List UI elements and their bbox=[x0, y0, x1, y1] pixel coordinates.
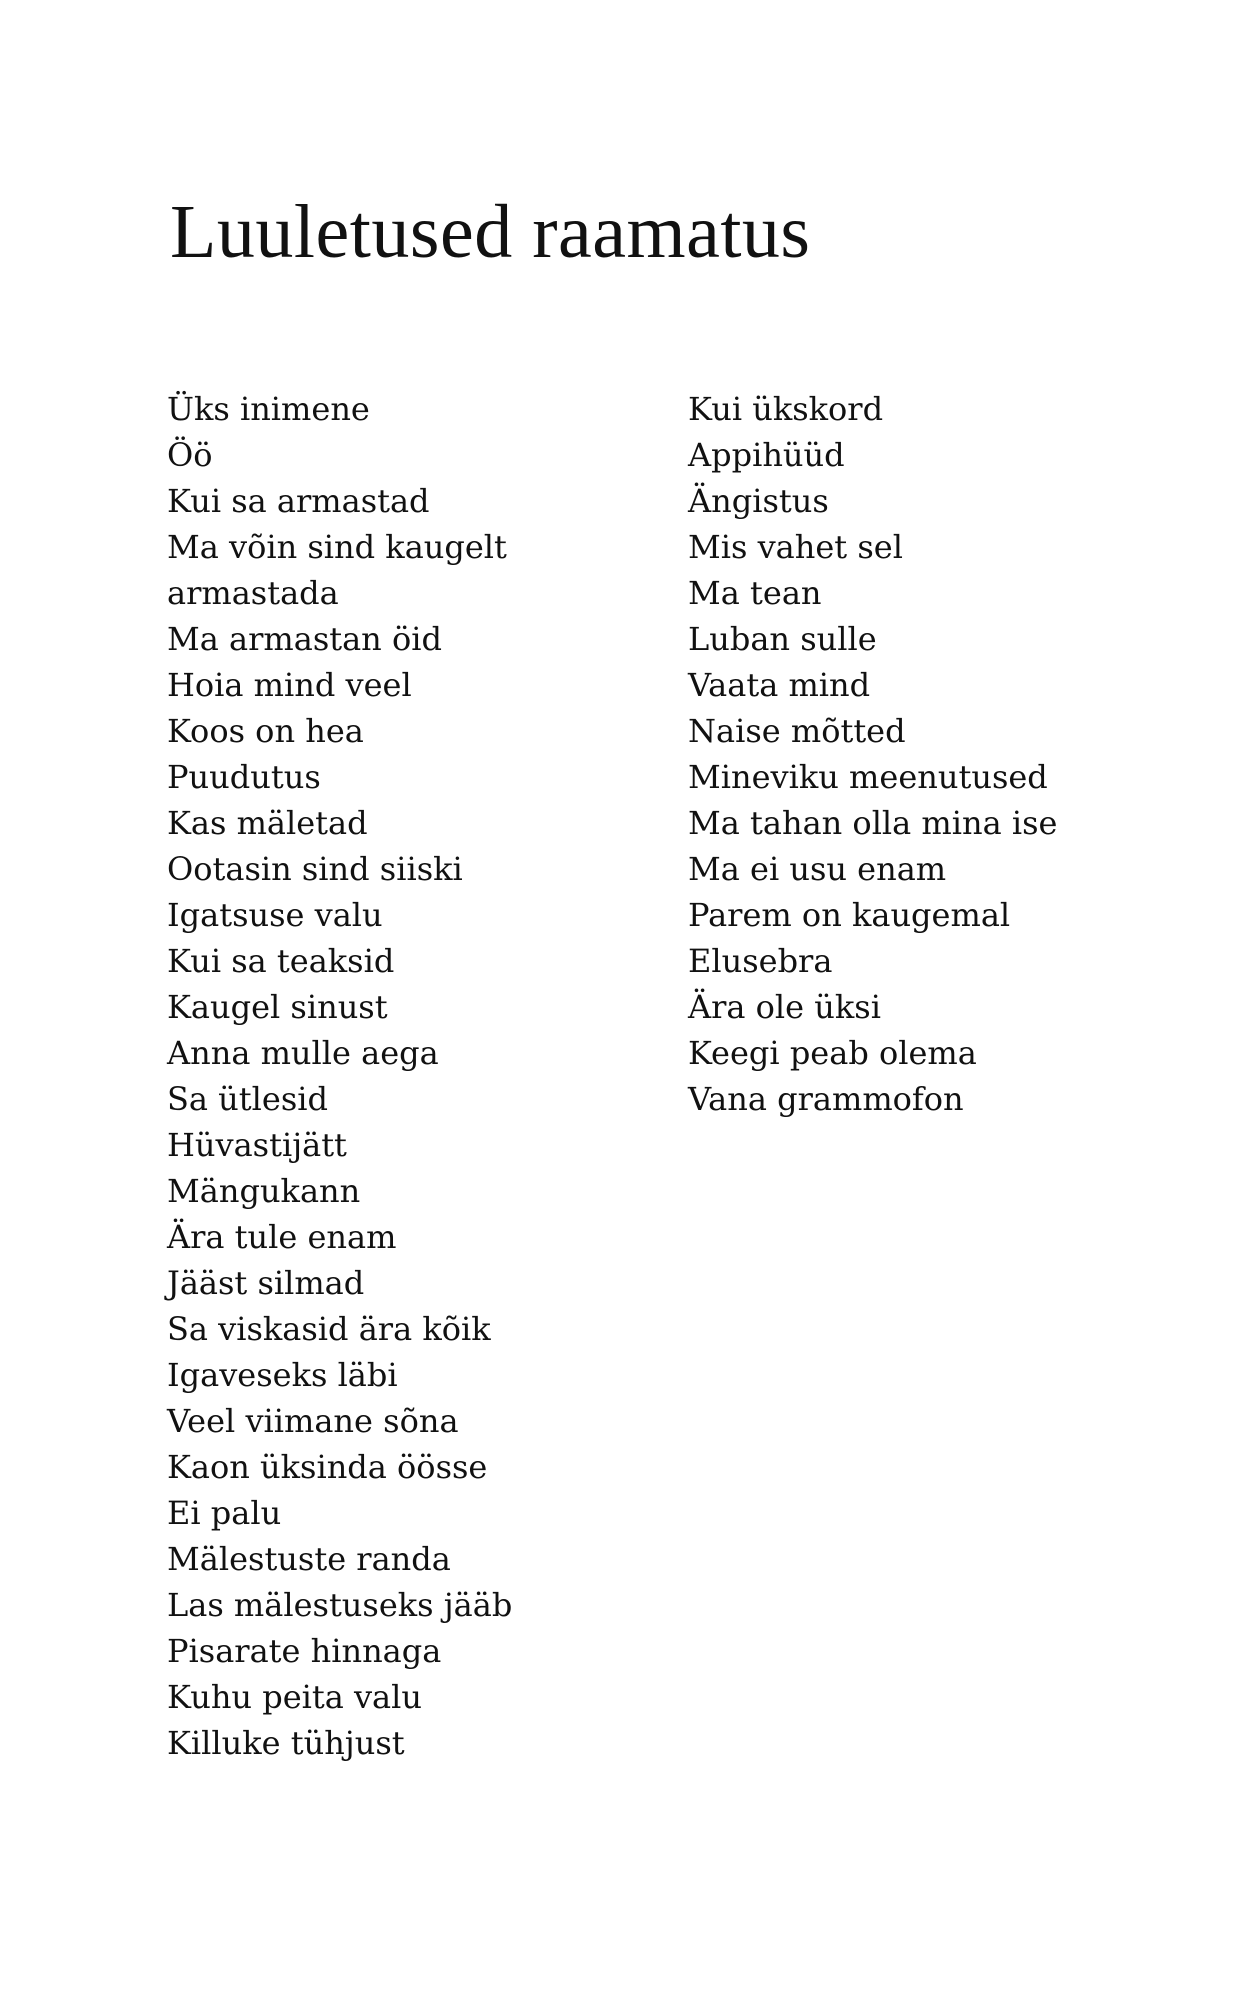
poem-title-item: Killuke tühjust bbox=[167, 1724, 405, 1762]
poem-title-item: Hüvastijätt bbox=[167, 1126, 347, 1164]
poem-title-item: Jääst silmad bbox=[167, 1264, 365, 1302]
poem-title-item: Veel viimane sõna bbox=[167, 1402, 459, 1440]
poem-title-item: Elusebra bbox=[688, 942, 833, 980]
poem-title-item: Mälestuste randa bbox=[167, 1540, 451, 1578]
poem-title-item: Mängukann bbox=[167, 1172, 361, 1210]
poem-list-left-column bbox=[167, 386, 512, 1766]
poem-title-item: Ma tean bbox=[688, 574, 822, 612]
poem-title-item: Ma tahan olla mina ise bbox=[688, 804, 1058, 842]
poem-title-item: Mineviku meenutused bbox=[688, 758, 1048, 796]
poem-title-item: Ära ole üksi bbox=[688, 988, 881, 1026]
poem-title-item: Kuhu peita valu bbox=[167, 1678, 422, 1716]
poem-title-item: Naise mõtted bbox=[688, 712, 906, 750]
poem-title-item: armastada bbox=[167, 574, 339, 612]
poem-title-item: Igatsuse valu bbox=[167, 896, 383, 934]
poem-title-item: Kui ükskord bbox=[688, 390, 884, 428]
poem-title-item: Kaugel sinust bbox=[167, 988, 388, 1026]
poem-title-item: Kas mäletad bbox=[167, 804, 368, 842]
poem-title-item: Kaon üksinda öösse bbox=[167, 1448, 488, 1486]
poem-title-item: Igaveseks läbi bbox=[167, 1356, 398, 1394]
poem-title-item: Ma võin sind kaugelt bbox=[167, 528, 507, 566]
poem-title-item: Sa ütlesid bbox=[167, 1080, 328, 1118]
poem-title-item: Kui sa teaksid bbox=[167, 942, 395, 980]
page-title: Luuletused raamatus bbox=[170, 190, 811, 274]
poem-title-item: Ootasin sind siiski bbox=[167, 850, 463, 888]
poem-title-item: Kui sa armastad bbox=[167, 482, 430, 520]
poem-title-item: Koos on hea bbox=[167, 712, 364, 750]
poem-title-item: Ma ei usu enam bbox=[688, 850, 947, 888]
poem-title-item: Pisarate hinnaga bbox=[167, 1632, 442, 1670]
poem-title-item: Üks inimene bbox=[167, 390, 370, 428]
poem-title-item: Sa viskasid ära kõik bbox=[167, 1310, 491, 1348]
poem-title-item: Öö bbox=[167, 436, 213, 474]
poem-list-right-column bbox=[688, 386, 1057, 1122]
poem-title-item: Ängistus bbox=[688, 482, 829, 520]
poem-title-item: Ära tule enam bbox=[167, 1218, 397, 1256]
poem-title-item: Hoia mind veel bbox=[167, 666, 412, 704]
poem-title-item: Ma armastan öid bbox=[167, 620, 442, 658]
poem-title-item: Vaata mind bbox=[688, 666, 871, 704]
poem-title-item: Mis vahet sel bbox=[688, 528, 903, 566]
poem-title-item: Puudutus bbox=[167, 758, 321, 796]
poem-title-item: Las mälestuseks jääb bbox=[167, 1586, 513, 1624]
poem-title-item: Appihüüd bbox=[688, 436, 845, 474]
poem-title-item: Luban sulle bbox=[688, 620, 877, 658]
poem-title-item: Keegi peab olema bbox=[688, 1034, 977, 1072]
poem-title-item: Vana grammofon bbox=[688, 1080, 964, 1118]
poem-title-item: Anna mulle aega bbox=[167, 1034, 439, 1072]
poem-title-item: Ei palu bbox=[167, 1494, 282, 1532]
poem-title-item: Parem on kaugemal bbox=[688, 896, 1011, 934]
